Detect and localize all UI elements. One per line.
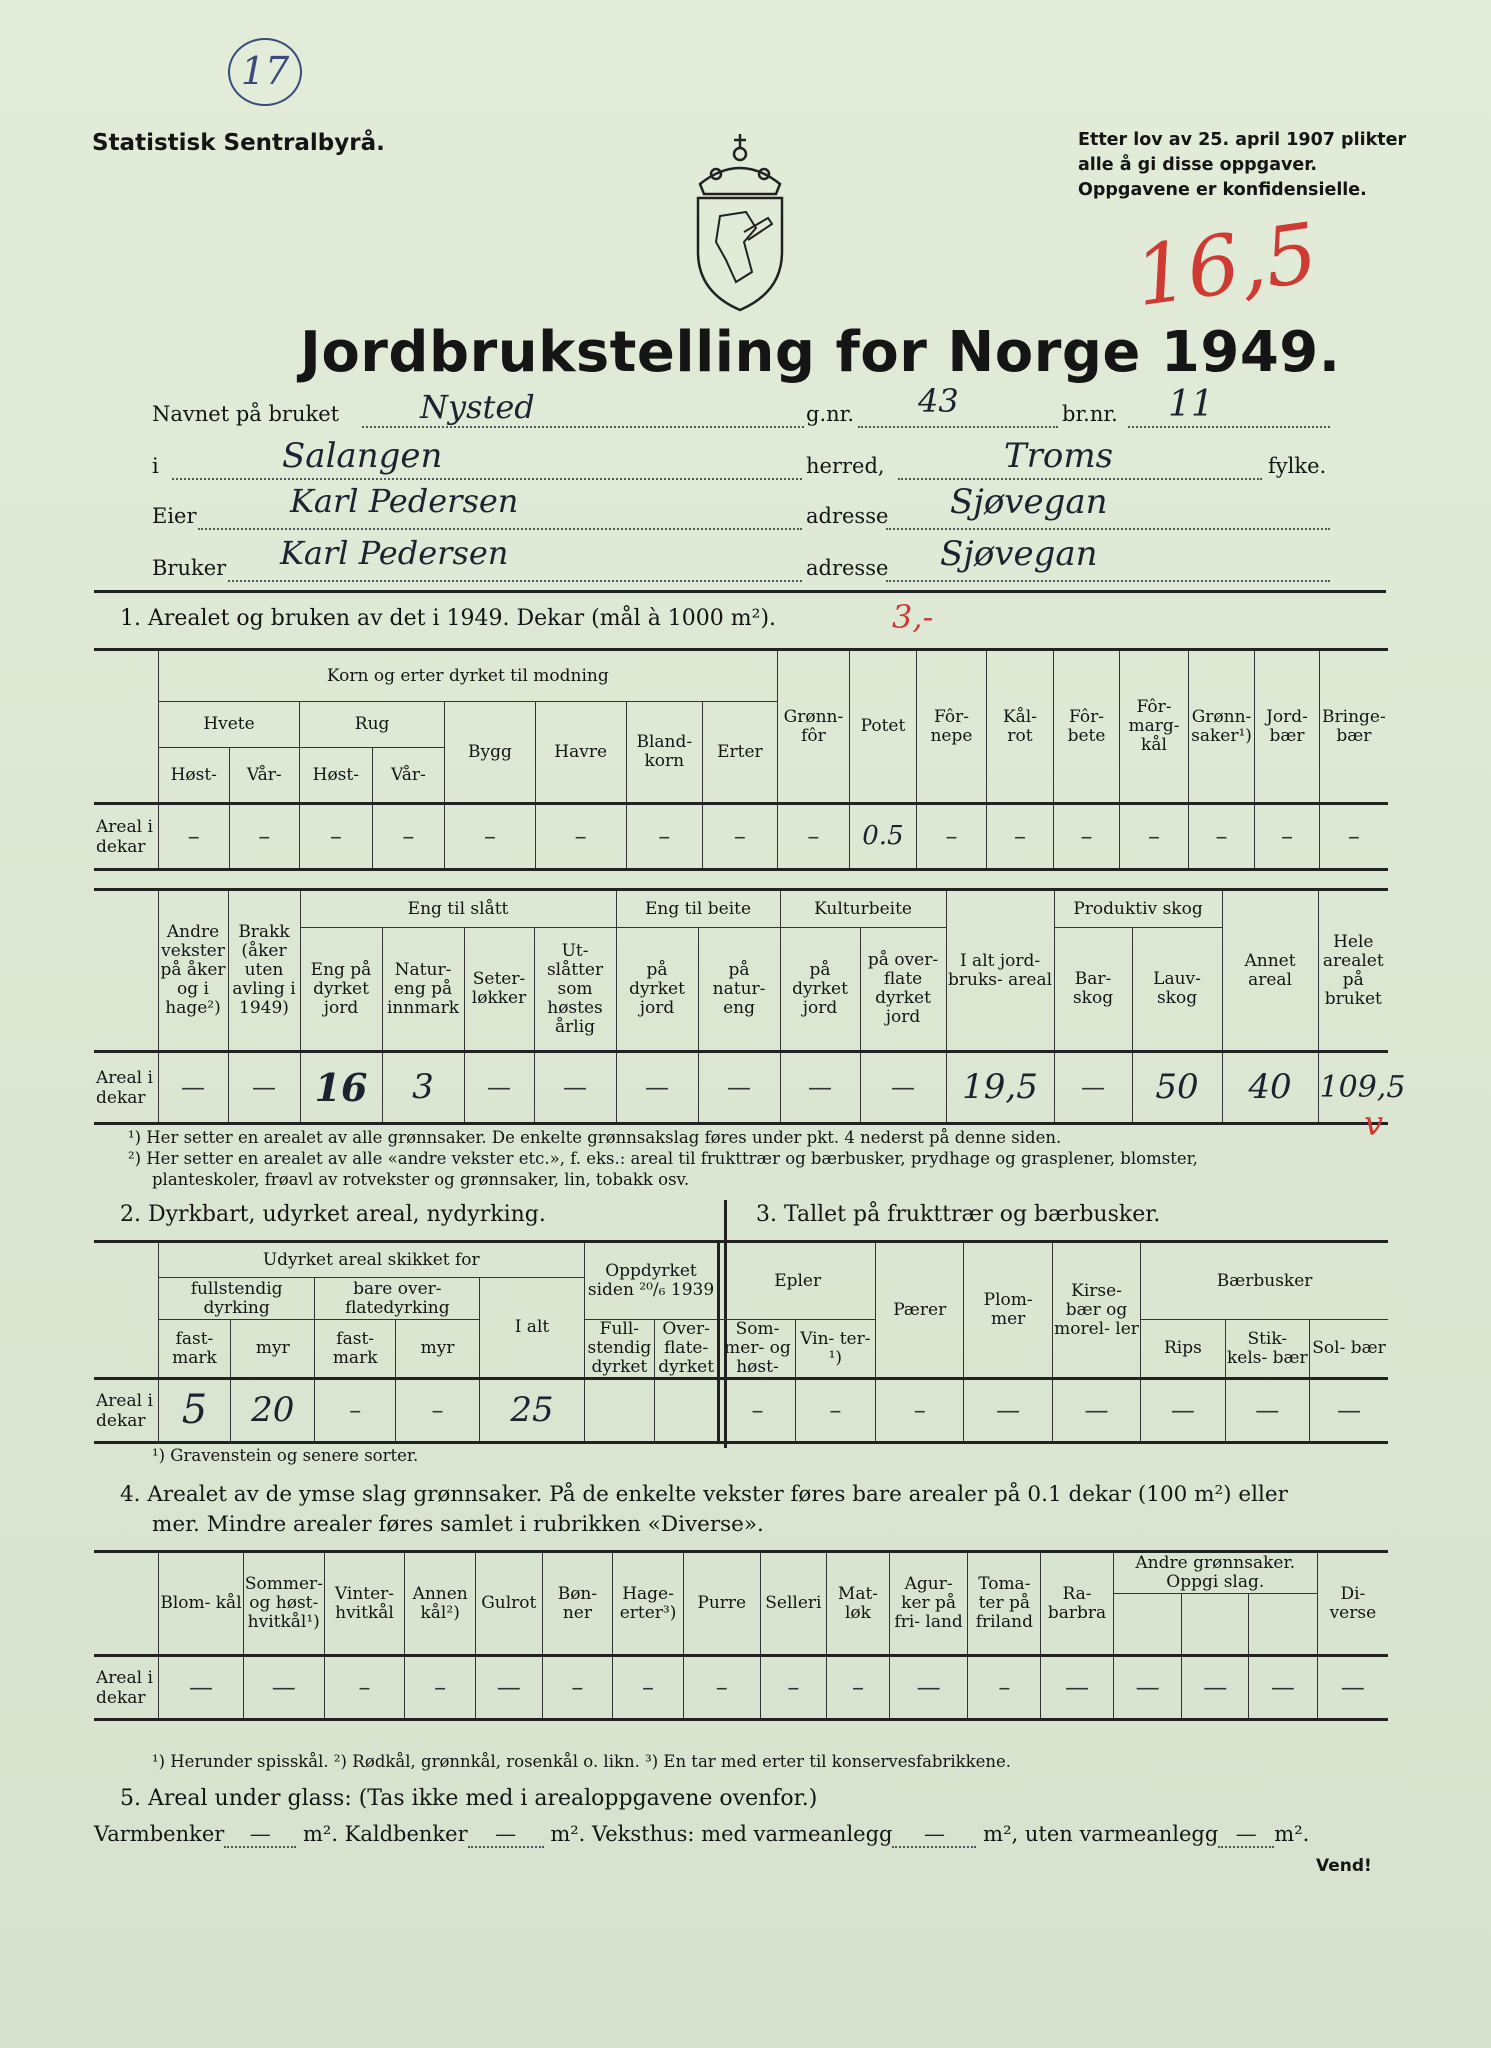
- footnote-3: ¹) Gravenstein og senere sorter.: [152, 1446, 419, 1465]
- fullstendig-header: fullstendig dyrking: [158, 1278, 315, 1320]
- col-andre-2[interactable]: [1182, 1594, 1249, 1656]
- cell[interactable]: —: [243, 1656, 324, 1720]
- col-natureng: Natur- eng på innmark: [382, 928, 464, 1052]
- table-arealet-1: [94, 648, 1388, 871]
- veksthus-uten-value[interactable]: —: [1218, 1822, 1274, 1848]
- bare-header: bare over- flatedyrking: [315, 1278, 480, 1320]
- col-tomater: Toma- ter på friland: [968, 1552, 1041, 1656]
- col-lauvskog: Lauv- skog: [1132, 928, 1222, 1052]
- col-andre-1[interactable]: [1113, 1594, 1182, 1656]
- legal-line-3: Oppgavene er konfidensielle.: [1078, 180, 1367, 200]
- cell-myr-value[interactable]: 20: [231, 1379, 315, 1443]
- col-brakk: Brakk (åker uten avling i 1949): [228, 890, 300, 1052]
- table-dyrkbart-frukt: [94, 1240, 1388, 1444]
- col-bringebaer: Bringe- bær: [1319, 650, 1388, 804]
- col-rug-var: Vår-: [372, 748, 445, 804]
- col-ialt: I alt: [480, 1278, 584, 1379]
- cell[interactable]: —: [1141, 1379, 1225, 1443]
- cell-lauvskog-value[interactable]: 50: [1132, 1052, 1222, 1124]
- col-rips: Rips: [1141, 1320, 1225, 1379]
- cell[interactable]: –: [827, 1656, 890, 1720]
- cell[interactable]: –: [613, 1656, 684, 1720]
- cell[interactable]: –: [968, 1656, 1041, 1720]
- gnr-value[interactable]: 43: [918, 382, 959, 420]
- cell[interactable]: –: [1319, 804, 1388, 870]
- red-number: 16,5: [1129, 205, 1324, 326]
- cell-ialt-value[interactable]: 25: [480, 1379, 584, 1443]
- cell[interactable]: —: [534, 1052, 616, 1124]
- col-sommer-epler: Som- mer- og høst-: [719, 1320, 795, 1379]
- uten-label: m², uten varmeanlegg: [983, 1822, 1219, 1846]
- cell-potet-value[interactable]: 0.5: [850, 804, 917, 870]
- col-seter: Seter- løkker: [464, 928, 534, 1052]
- footnote-2: ²) Her setter en arealet av alle «andre vekster etc.», f. eks.: areal til frukttrær og bærbusker, prydhage og grasplener, blomster,: [128, 1149, 1198, 1168]
- cell[interactable]: –: [795, 1379, 875, 1443]
- fylke-value[interactable]: Troms: [1004, 436, 1114, 476]
- col-rabarbra: Ra- barbra: [1041, 1552, 1114, 1656]
- cell[interactable]: –: [542, 1656, 613, 1720]
- cell[interactable]: —: [860, 1052, 946, 1124]
- baerbusker-header: Bærbusker: [1141, 1242, 1388, 1320]
- cell[interactable]: —: [889, 1656, 968, 1720]
- cell[interactable]: –: [324, 1656, 405, 1720]
- legal-notice: [1078, 128, 1406, 203]
- cell[interactable]: –: [229, 804, 300, 870]
- col-hvete-var: Vår-: [229, 748, 300, 804]
- col-kb-dyrket: på dyrket jord: [780, 928, 860, 1052]
- col-beite-natureng: på natur- eng: [698, 928, 780, 1052]
- cell[interactable]: –: [300, 804, 373, 870]
- col-annen-kal: Annen kål²): [405, 1552, 476, 1656]
- cell[interactable]: —: [475, 1656, 542, 1720]
- section-4-heading-1: 4. Arealet av de ymse slag grønnsaker. På de enkelte vekster føres bare arealer på 0.1 dekar (100 m²) eller: [120, 1482, 1288, 1507]
- eier-label: Eier: [152, 504, 197, 528]
- col-kirsebaer: Kirse- bær og morel- ler: [1052, 1242, 1140, 1379]
- cell[interactable]: —: [780, 1052, 860, 1124]
- col-barskog: Bar- skog: [1054, 928, 1132, 1052]
- col-jordbaer: Jord- bær: [1255, 650, 1319, 804]
- cell[interactable]: —: [1249, 1656, 1318, 1720]
- col-matlok: Mat- løk: [827, 1552, 890, 1656]
- coat-of-arms-icon: [686, 132, 794, 312]
- cell[interactable]: –: [405, 1656, 476, 1720]
- col-gronnfor: Grønn- fôr: [777, 650, 850, 804]
- cell-ialt-value[interactable]: 19,5: [946, 1052, 1054, 1124]
- col-beite-dyrket: på dyrket jord: [616, 928, 698, 1052]
- brnr-label: br.nr.: [1062, 402, 1118, 426]
- legal-line-1: Etter lov av 25. april 1907 plikter: [1078, 130, 1407, 150]
- brnr-value[interactable]: 11: [1168, 384, 1214, 425]
- table-gronnsaker: [94, 1550, 1388, 1721]
- cell[interactable]: –: [626, 804, 703, 870]
- footnote-4: ¹) Herunder spisskål. ²) Rødkål, grønnkål, rosenkål o. likn. ³) En tar med erter til konservesfabrikkene.: [152, 1752, 1012, 1771]
- fylke-label: fylke.: [1268, 454, 1327, 478]
- vend-label: Vend!: [1316, 1856, 1372, 1876]
- i-label: i: [152, 454, 159, 478]
- korn-group-header: Korn og erter dyrket til modning: [158, 650, 777, 702]
- row-label-areal: Areal i dekar: [94, 1379, 158, 1443]
- cell[interactable]: –: [158, 804, 229, 870]
- cell[interactable]: [655, 1379, 719, 1443]
- cell[interactable]: —: [1317, 1656, 1388, 1720]
- prod-skog-header: Produktiv skog: [1054, 890, 1222, 928]
- eier-adresse-value[interactable]: Sjøvegan: [950, 482, 1108, 522]
- cell[interactable]: —: [1113, 1656, 1182, 1720]
- cell[interactable]: —: [1225, 1379, 1309, 1443]
- cell[interactable]: –: [987, 804, 1054, 870]
- col-myr-1: myr: [231, 1320, 315, 1379]
- bruker-value[interactable]: Karl Pedersen: [280, 534, 509, 572]
- red-check-mark: v: [1364, 1104, 1384, 1144]
- bruker-label: Bruker: [152, 556, 227, 580]
- col-havre: Havre: [535, 702, 626, 804]
- section-4-heading-2: mer. Mindre arealer føres samlet i rubrikken «Diverse».: [152, 1512, 764, 1537]
- col-fastmark-1: fast- mark: [158, 1320, 230, 1379]
- section-2-heading: 2. Dyrkbart, udyrket areal, nydyrking.: [120, 1202, 546, 1227]
- footnote-2b: planteskoler, frøavl av rotvekster og grønnsaker, lin, tobakk osv.: [152, 1170, 690, 1189]
- col-fastmark-2: fast- mark: [315, 1320, 395, 1379]
- kulturbeite-header: Kulturbeite: [780, 890, 946, 928]
- cell-annet-value[interactable]: 40: [1222, 1052, 1318, 1124]
- herred-value[interactable]: Salangen: [282, 436, 443, 476]
- cell[interactable]: —: [228, 1052, 300, 1124]
- cell[interactable]: —: [964, 1379, 1052, 1443]
- table-arealet-2: [94, 888, 1406, 1125]
- kaldbenker-value[interactable]: —: [468, 1822, 544, 1848]
- col-paerer: Pærer: [876, 1242, 964, 1379]
- eng-slatt-header: Eng til slått: [300, 890, 616, 928]
- cell[interactable]: –: [719, 1379, 795, 1443]
- col-myr-2: myr: [395, 1320, 479, 1379]
- col-annet: Annet areal: [1222, 890, 1318, 1052]
- herred-label: herred,: [806, 454, 885, 478]
- col-diverse: Di- verse: [1317, 1552, 1388, 1656]
- andre-gronnsaker-header: Andre grønnsaker. Oppgi slag.: [1113, 1552, 1317, 1594]
- cell[interactable]: —: [1041, 1656, 1114, 1720]
- archive-circle-number: 17: [228, 38, 302, 106]
- form-title: Jordbrukstelling for Norge 1949.: [300, 320, 1341, 385]
- col-overflate-dyrket: Over- flate- dyrket: [655, 1320, 719, 1379]
- m2-end-label: m².: [1274, 1822, 1310, 1846]
- col-gronnsaker: Grønn- saker¹): [1188, 650, 1255, 804]
- col-potet: Potet: [850, 650, 917, 804]
- section-5-heading: 5. Areal under glass: (Tas ikke med i arealoppgavene ovenfor.): [120, 1786, 818, 1811]
- footnote-1: ¹) Her setter en arealet av alle grønnsaker. De enkelte grønnsakslag føres under pkt. 4 nederst på denne siden.: [128, 1128, 1062, 1147]
- col-forbete: Fôr- bete: [1053, 650, 1120, 804]
- bruker-adresse-label: adresse: [806, 556, 889, 580]
- col-andre-3[interactable]: [1249, 1594, 1318, 1656]
- col-hvete: Hvete: [158, 702, 299, 748]
- row-label-areal: Areal i dekar: [94, 804, 158, 870]
- red-small-mark: 3,-: [892, 598, 934, 636]
- col-solbaer: Sol- bær: [1309, 1320, 1388, 1379]
- cell[interactable]: —: [616, 1052, 698, 1124]
- col-hage-erter: Hage- erter³): [613, 1552, 684, 1656]
- cell[interactable]: —: [698, 1052, 780, 1124]
- org-name: Statistisk Sentralbyrå.: [92, 130, 385, 156]
- gnr-label: g.nr.: [806, 402, 855, 426]
- cell[interactable]: —: [1054, 1052, 1132, 1124]
- cell[interactable]: —: [1052, 1379, 1140, 1443]
- col-plommer: Plom- mer: [964, 1242, 1052, 1379]
- cell[interactable]: –: [395, 1379, 479, 1443]
- varmbenker-value[interactable]: —: [224, 1822, 296, 1848]
- col-rug-host: Høst-: [300, 748, 373, 804]
- cell-natureng-value[interactable]: 3: [382, 1052, 464, 1124]
- cell[interactable]: –: [315, 1379, 395, 1443]
- cell[interactable]: –: [445, 804, 536, 870]
- col-agurker: Agur- ker på fri- land: [889, 1552, 968, 1656]
- cell[interactable]: –: [1120, 804, 1189, 870]
- cell-fastmark-value[interactable]: 5: [158, 1379, 230, 1443]
- col-stikkels: Stik- kels- bær: [1225, 1320, 1309, 1379]
- row-label-areal: Areal i dekar: [94, 1656, 159, 1720]
- cell[interactable]: –: [703, 804, 778, 870]
- eier-adresse-label: adresse: [806, 504, 889, 528]
- col-ialt: I alt jord- bruks- areal: [946, 890, 1054, 1052]
- col-purre: Purre: [683, 1552, 760, 1656]
- cell[interactable]: –: [1255, 804, 1319, 870]
- cell[interactable]: –: [683, 1656, 760, 1720]
- col-kb-overflate: på over- flate dyrket jord: [860, 928, 946, 1052]
- veksthus-label: m². Veksthus: med varmeanlegg: [550, 1822, 893, 1846]
- cell[interactable]: [584, 1379, 654, 1443]
- glass-line: [94, 1822, 1309, 1848]
- cell[interactable]: –: [916, 804, 987, 870]
- col-andre-vekster: Andre vekster på åker og i hage²): [158, 890, 228, 1052]
- section-1-heading: 1. Arealet og bruken av det i 1949. Dekar (mål à 1000 m²).: [120, 606, 777, 631]
- navnet-value[interactable]: Nysted: [420, 388, 535, 426]
- navnet-label: Navnet på bruket: [152, 402, 340, 426]
- cell[interactable]: —: [1309, 1379, 1388, 1443]
- cell-hele-value[interactable]: 109,5: [1318, 1052, 1388, 1124]
- bruker-adresse-value[interactable]: Sjøvegan: [940, 534, 1098, 574]
- epler-header: Epler: [719, 1242, 876, 1320]
- cell[interactable]: —: [159, 1656, 244, 1720]
- col-rug: Rug: [300, 702, 445, 748]
- section-3-heading: 3. Tallet på frukttrær og bærbusker.: [756, 1202, 1161, 1227]
- col-blomkal: Blom- kål: [159, 1552, 244, 1656]
- veksthus-med-value[interactable]: —: [892, 1822, 976, 1848]
- col-formargkal: Fôr- marg- kål: [1120, 650, 1189, 804]
- udyrket-header: Udyrket areal skikket for: [158, 1242, 584, 1278]
- varmbenker-label: Varmbenker: [94, 1822, 225, 1846]
- cell[interactable]: —: [464, 1052, 534, 1124]
- col-vinter-hvitkal: Vinter- hvitkål: [324, 1552, 405, 1656]
- cell[interactable]: –: [372, 804, 445, 870]
- cell[interactable]: –: [876, 1379, 964, 1443]
- col-hele: Hele arealet på bruket: [1318, 890, 1388, 1052]
- cell[interactable]: –: [1053, 804, 1120, 870]
- cell[interactable]: –: [760, 1656, 827, 1720]
- cell[interactable]: –: [777, 804, 850, 870]
- col-vinter-epler: Vin- ter-¹): [795, 1320, 875, 1379]
- col-utslatter: Ut- slåtter som høstes årlig: [534, 928, 616, 1052]
- col-bygg: Bygg: [445, 702, 536, 804]
- cell[interactable]: —: [1182, 1656, 1249, 1720]
- eier-value[interactable]: Karl Pedersen: [290, 482, 519, 520]
- col-gulrot: Gulrot: [475, 1552, 542, 1656]
- col-hvete-host: Høst-: [158, 748, 229, 804]
- col-blandkorn: Bland- korn: [626, 702, 703, 804]
- col-erter: Erter: [703, 702, 778, 804]
- cell[interactable]: –: [535, 804, 626, 870]
- col-bonner: Bøn- ner: [542, 1552, 613, 1656]
- col-sommer-hvitkal: Sommer- og høst- hvitkål¹): [243, 1552, 324, 1656]
- col-fornepe: Fôr- nepe: [916, 650, 987, 804]
- col-selleri: Selleri: [760, 1552, 827, 1656]
- col-eng-dyrket: Eng på dyrket jord: [300, 928, 382, 1052]
- col-kalrot: Kål- rot: [987, 650, 1054, 804]
- kaldbenker-label: m². Kaldbenker: [302, 1822, 468, 1846]
- cell-eng-dyrket-value[interactable]: 16: [300, 1052, 382, 1124]
- eng-beite-header: Eng til beite: [616, 890, 780, 928]
- col-fullstendig-dyrket: Full- stendig dyrket: [584, 1320, 654, 1379]
- cell[interactable]: —: [158, 1052, 228, 1124]
- legal-line-2: alle å gi disse oppgaver.: [1078, 155, 1318, 175]
- oppdyrket-header: Oppdyrket siden ²⁰/₆ 1939: [584, 1242, 719, 1320]
- row-label-areal: Areal i dekar: [94, 1052, 158, 1124]
- cell[interactable]: –: [1188, 804, 1255, 870]
